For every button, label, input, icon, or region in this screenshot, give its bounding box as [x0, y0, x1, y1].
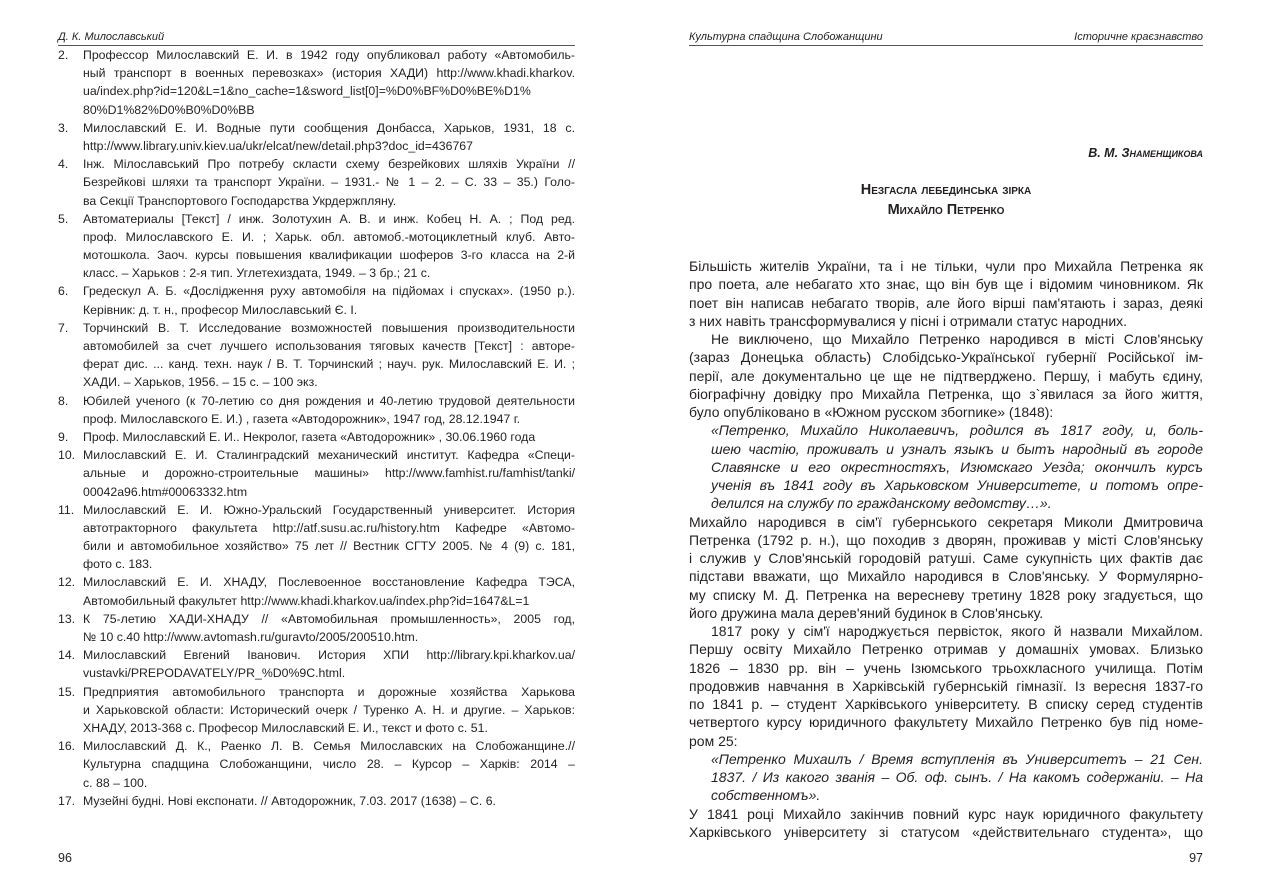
- reference-item: [58, 46, 575, 119]
- text-line: Більшість жителів України, та і не тільки, чули про Михайла Петренка як: [689, 258, 1203, 274]
- reference-line: мотошкола. Заоч. курсы повышения квалификации шоферов 3-го класса на 2-й: [83, 248, 575, 263]
- left-page: [58, 0, 575, 882]
- paragraph: [689, 513, 1203, 623]
- reference-list: [58, 46, 575, 810]
- reference-item: [58, 428, 575, 446]
- reference-line: фото с. 183.: [83, 557, 153, 572]
- reference-item: [58, 573, 575, 609]
- reference-item: [58, 610, 575, 646]
- reference-item: [58, 683, 575, 738]
- reference-line: Культурна спадщина Слобожанщини, число 28. – Курсор – Харків: 2014 –: [83, 757, 575, 772]
- reference-item: [58, 319, 575, 392]
- reference-number: 7.: [58, 320, 69, 335]
- text-line: делился на службу по гражданскому ведомству…».: [711, 495, 1052, 512]
- reference-item: [58, 792, 575, 810]
- reference-line: Милославский Евгений Іванович. История ХПИ http://library.kpi.kharkov.ua/: [83, 648, 575, 663]
- text-line: Петренка (1792 р. н.), що походив з дворян, проживав у місті Слов'янську: [689, 531, 1203, 548]
- text-line: му списку М. Д. Петренка на вересневу третину 1828 року згадується, що: [689, 586, 1203, 603]
- text-line: його дружина мала дерев'яний будинок в Слов'янську.: [689, 604, 1044, 621]
- text-line: У 1841 році Михайло закінчив повний курс наук юридичного факультету: [689, 805, 1203, 822]
- reference-line: Милославский Е. И. Сталинградский механический институт. Кафедра «Специ-: [83, 448, 575, 463]
- reference-number: 2.: [58, 48, 69, 62]
- text-line: і служив у Слов'янській городовій ратуші. Саме сукупність цих фактів дає: [689, 550, 1203, 566]
- reference-line: Проф. Милославский Е. И.. Некролог, газета «Автодорожник» , 30.06.1960 года: [83, 429, 536, 444]
- block-quote: [689, 421, 1203, 512]
- text-line: Першу освіту Михайло Петренко отримав у домашніх умовах. Близько: [689, 641, 1203, 658]
- article-body: [689, 257, 1203, 841]
- paragraph: [689, 257, 1203, 330]
- reference-number: 10.: [58, 448, 76, 463]
- block-quote: [689, 750, 1203, 805]
- reference-line: 00042a96.htm#00063332.htm: [83, 484, 248, 499]
- reference-line: класс. – Харьков : 2-я тип. Углетехиздата, 1949. – 3 бр.; 21 с.: [83, 266, 431, 281]
- text-line: підстави вважати, що Михайло народився в Слов'янську. У Формулярно-: [689, 568, 1203, 585]
- text-line: 1826 – 1830 рр. він – учень Ізюмського трьохкласного училища. Потім: [689, 659, 1203, 676]
- reference-line: с. 88 – 100.: [83, 775, 148, 790]
- reference-line: № 10 с.40 http://www.avtomash.ru/guravto/2005/200510.htm.: [83, 630, 419, 644]
- reference-line: ферат дис. ... канд. техн. наук / В. Т. Торчинский ; науч. рук. Милославский Е. И. ;: [83, 357, 575, 372]
- reference-number: 12.: [58, 575, 76, 590]
- text-line: (зараз Донецька область) Слобідсько-Української губернії Російської ім-: [689, 349, 1203, 366]
- text-line: Михайло народився в сім'ї губернського секретаря Миколи Дмитровича: [689, 513, 1203, 530]
- reference-line: http://www.library.univ.kiev.ua/ukr/elcat/new/detail.php3?doc_id=436767: [83, 138, 473, 153]
- reference-item: [58, 501, 575, 574]
- reference-line: Профессор Милославский Е. И. в 1942 году опубликовал работу «Автомобиль-: [83, 48, 575, 62]
- reference-number: 6.: [58, 284, 69, 299]
- reference-line: Керівник: д. т. н., професор Милославський Є. І.: [83, 302, 358, 317]
- reference-line: ХНАДУ, 2013-368 с. Професор Милославский Е. И., текст и фото с. 51.: [83, 720, 488, 735]
- text-line: продовжив навчання в Харківській губернській гімназії. Із вересня 1837-го: [689, 677, 1203, 694]
- reference-line: Юбилей ученого (к 70-летию со дня рождения и 40-летию трудовой деятельности: [83, 393, 575, 408]
- reference-number: 16.: [58, 739, 76, 754]
- reference-line: автотракторного факультета http://atf.susu.ac.ru/history.htm Кафедре «Автомо-: [83, 520, 575, 535]
- reference-item: [58, 119, 575, 155]
- reference-line: ва Секції Транспортового Господарства Укрдержпляну.: [83, 193, 397, 208]
- reference-line: 80%D1%82%D0%B0%D0%BB: [83, 102, 255, 117]
- text-line: Харківського університету зі статусом «действительнаго студента», що: [689, 823, 1203, 840]
- text-line: Славянске и его окрестностяхъ, Изюмскаго Уезда; окончилъ курсъ: [711, 458, 1203, 475]
- reference-line: автомобилей за счет лучшего использования тяговых качеств [Текст] : авторе-: [83, 339, 575, 353]
- reference-line: Інж. Мілославський Про потребу скласти схему безрейкових шляхів України //: [83, 157, 575, 172]
- article-title: [689, 180, 1203, 220]
- text-line: 1837. / Из какого званія – Об. оф. сынъ. / На какомъ содержаніи. – На: [711, 769, 1203, 785]
- right-page: [689, 0, 1203, 882]
- reference-line: Торчинский В. Т. Исследование возможностей повышения производительности: [83, 320, 575, 335]
- text-line: собственномъ».: [711, 787, 821, 804]
- reference-line: Автомобильный факультет http://www.khadi.kharkov.ua/index.php?id=1647&L=1: [83, 593, 530, 608]
- running-head-author: Д. К. Милославський: [58, 31, 165, 43]
- reference-line: vustavki/PREPODAVATELY/PR_%D0%9C.html.: [83, 666, 346, 681]
- reference-number: 15.: [58, 684, 76, 699]
- reference-item: [58, 446, 575, 501]
- reference-line: Автоматериалы [Текст] / инж. Золотухин А. В. и инж. Кобец Н. А. ; Под ред.: [83, 211, 575, 226]
- running-head: [689, 29, 1203, 46]
- reference-number: 8.: [58, 393, 69, 408]
- text-line: 1817 року у сім'ї народжується первісток, якого й назвали Михайлом.: [711, 623, 1203, 639]
- text-line: ученія въ 1841 году въ Харьковском Университете, и потомъ опре-: [711, 477, 1203, 493]
- reference-line: ХАДИ. – Харьков, 1956. – 15 с. – 100 экз.: [83, 375, 318, 390]
- paragraph: [689, 622, 1203, 750]
- reference-number: 14.: [58, 648, 76, 663]
- reference-line: альные и дорожно-строительные машины» http://www.famhist.ru/famhist/tanki/: [83, 466, 575, 481]
- text-line: ром 25:: [689, 732, 738, 749]
- article-author: В. М. Знаменщикова: [1088, 146, 1203, 160]
- reference-number: 3.: [58, 120, 69, 135]
- reference-line: ua/index.php?id=120&L=1&no_cache=1&sword_list[0]=%D0%BF%D0%BE%D1%: [83, 84, 531, 99]
- text-line: четвертого курсу юридичного факультету Михайло Петренко був під номе-: [689, 714, 1203, 731]
- reference-item: [58, 282, 575, 318]
- text-line: по 1841 р. – студент Харківського університету. В списку серед студентів: [689, 696, 1203, 712]
- text-line: біографічну довідку про Михайла Петренка, що з`явилася за його життя,: [689, 385, 1203, 402]
- reference-line: Безрейкові шляхи та транспорт України. – 1931.- № 1 – 2. – С. 33 – 35.) Голо-: [83, 175, 575, 190]
- page-number: 96: [58, 851, 72, 865]
- reference-item: [58, 737, 575, 792]
- text-line: шею частію, проживалъ и узналъ языкъ и бытъ народный въ городе: [711, 440, 1203, 457]
- paragraph: [689, 805, 1203, 842]
- reference-line: Предприятия автомобильного транспорта и дорожные хозяйства Харькова: [83, 684, 575, 699]
- reference-item: [58, 646, 575, 682]
- running-head: [58, 29, 575, 46]
- reference-item: [58, 210, 575, 283]
- text-line: «Петренко, Михайло Николаевичъ, родился въ 1817 году, и, боль-: [711, 422, 1203, 439]
- reference-line: Милославский Д. К., Раенко Л. В. Семья Милославских на Слобожанщине.//: [83, 739, 575, 754]
- reference-line: К 75-летию ХАДИ-ХНАДУ // «Автомобильная промышленность», 2005 год,: [83, 611, 575, 626]
- page-number: 97: [1189, 851, 1203, 865]
- running-head-journal: Культурна спадщина Слобожанщини: [689, 31, 883, 43]
- reference-line: Милославский Е. И. ХНАДУ, Послевоенное восстановление Кафедра ТЭСА,: [83, 575, 575, 590]
- reference-line: и Харьковской области: Исторический очерк / Туренко А. Н. и другие. – Харьков:: [83, 702, 575, 717]
- reference-line: Музейні будні. Нові експонати. // Автодорожник, 7.03. 2017 (1638) – С. 6.: [83, 793, 496, 808]
- text-line: «Петренко Михаилъ / Время вступленія въ Университетъ – 21 Сен.: [711, 750, 1203, 767]
- title-line: Незгасла лебединська зірка: [860, 182, 1032, 198]
- reference-number: 9.: [58, 429, 69, 444]
- reference-number: 13.: [58, 611, 76, 626]
- text-line: Не виключено, що Михайло Петренко народився в місті Слов'янську: [711, 331, 1203, 347]
- reference-number: 4.: [58, 157, 69, 172]
- reference-number: 17.: [58, 793, 76, 808]
- text-line: з них навіть трансформувалися у пісні і отримали статус народних.: [689, 312, 1128, 329]
- title-line: Михайло Петренко: [887, 202, 1005, 218]
- reference-line: ный транспорт в военных перевозках» (история ХАДИ) http://www.khadi.kharkov.: [83, 66, 575, 81]
- reference-item: [58, 155, 575, 210]
- text-line: про поета, але небагато хто знає, що він був ще і відомим чиновником. Як: [689, 276, 1203, 293]
- reference-line: били и автомобильное хозяйство» 75 лет // Вестник СГТУ 2005. № 4 (9) с. 181,: [83, 539, 575, 554]
- text-line: було опубліковано в «Южном русском збornике» (1848):: [689, 404, 1054, 420]
- reference-line: Гредескул А. Б. «Дослідження руху автомобіля на підйомах і спусках». (1950 р.).: [83, 284, 575, 299]
- reference-item: [58, 392, 575, 428]
- running-head-section: Історичне краєзнавство: [1074, 31, 1203, 43]
- reference-line: Милославский Е. И. Южно-Уральский Государственный университет. История: [83, 502, 575, 517]
- reference-line: проф. Милославского Е. И. ; Харьк. обл. автомоб.-мотоциклетный клуб. Авто-: [83, 229, 575, 244]
- text-line: поет він написав небагато творів, але його вірші пам'ятають і зараз, деякі: [689, 294, 1203, 311]
- text-line: перії, але документально це ще не підтверджено. Першу, і мабуть єдину,: [689, 367, 1203, 384]
- reference-line: проф. Милославского Е. И.) , газета «Автодорожник», 1947 год, 28.12.1947 г.: [83, 411, 521, 426]
- reference-number: 5.: [58, 211, 69, 226]
- paragraph: [689, 330, 1203, 421]
- reference-line: Милославский Е. И. Водные пути сообщения Донбасса, Харьков, 1931, 18 с.: [83, 120, 575, 135]
- reference-number: 11.: [58, 502, 75, 517]
